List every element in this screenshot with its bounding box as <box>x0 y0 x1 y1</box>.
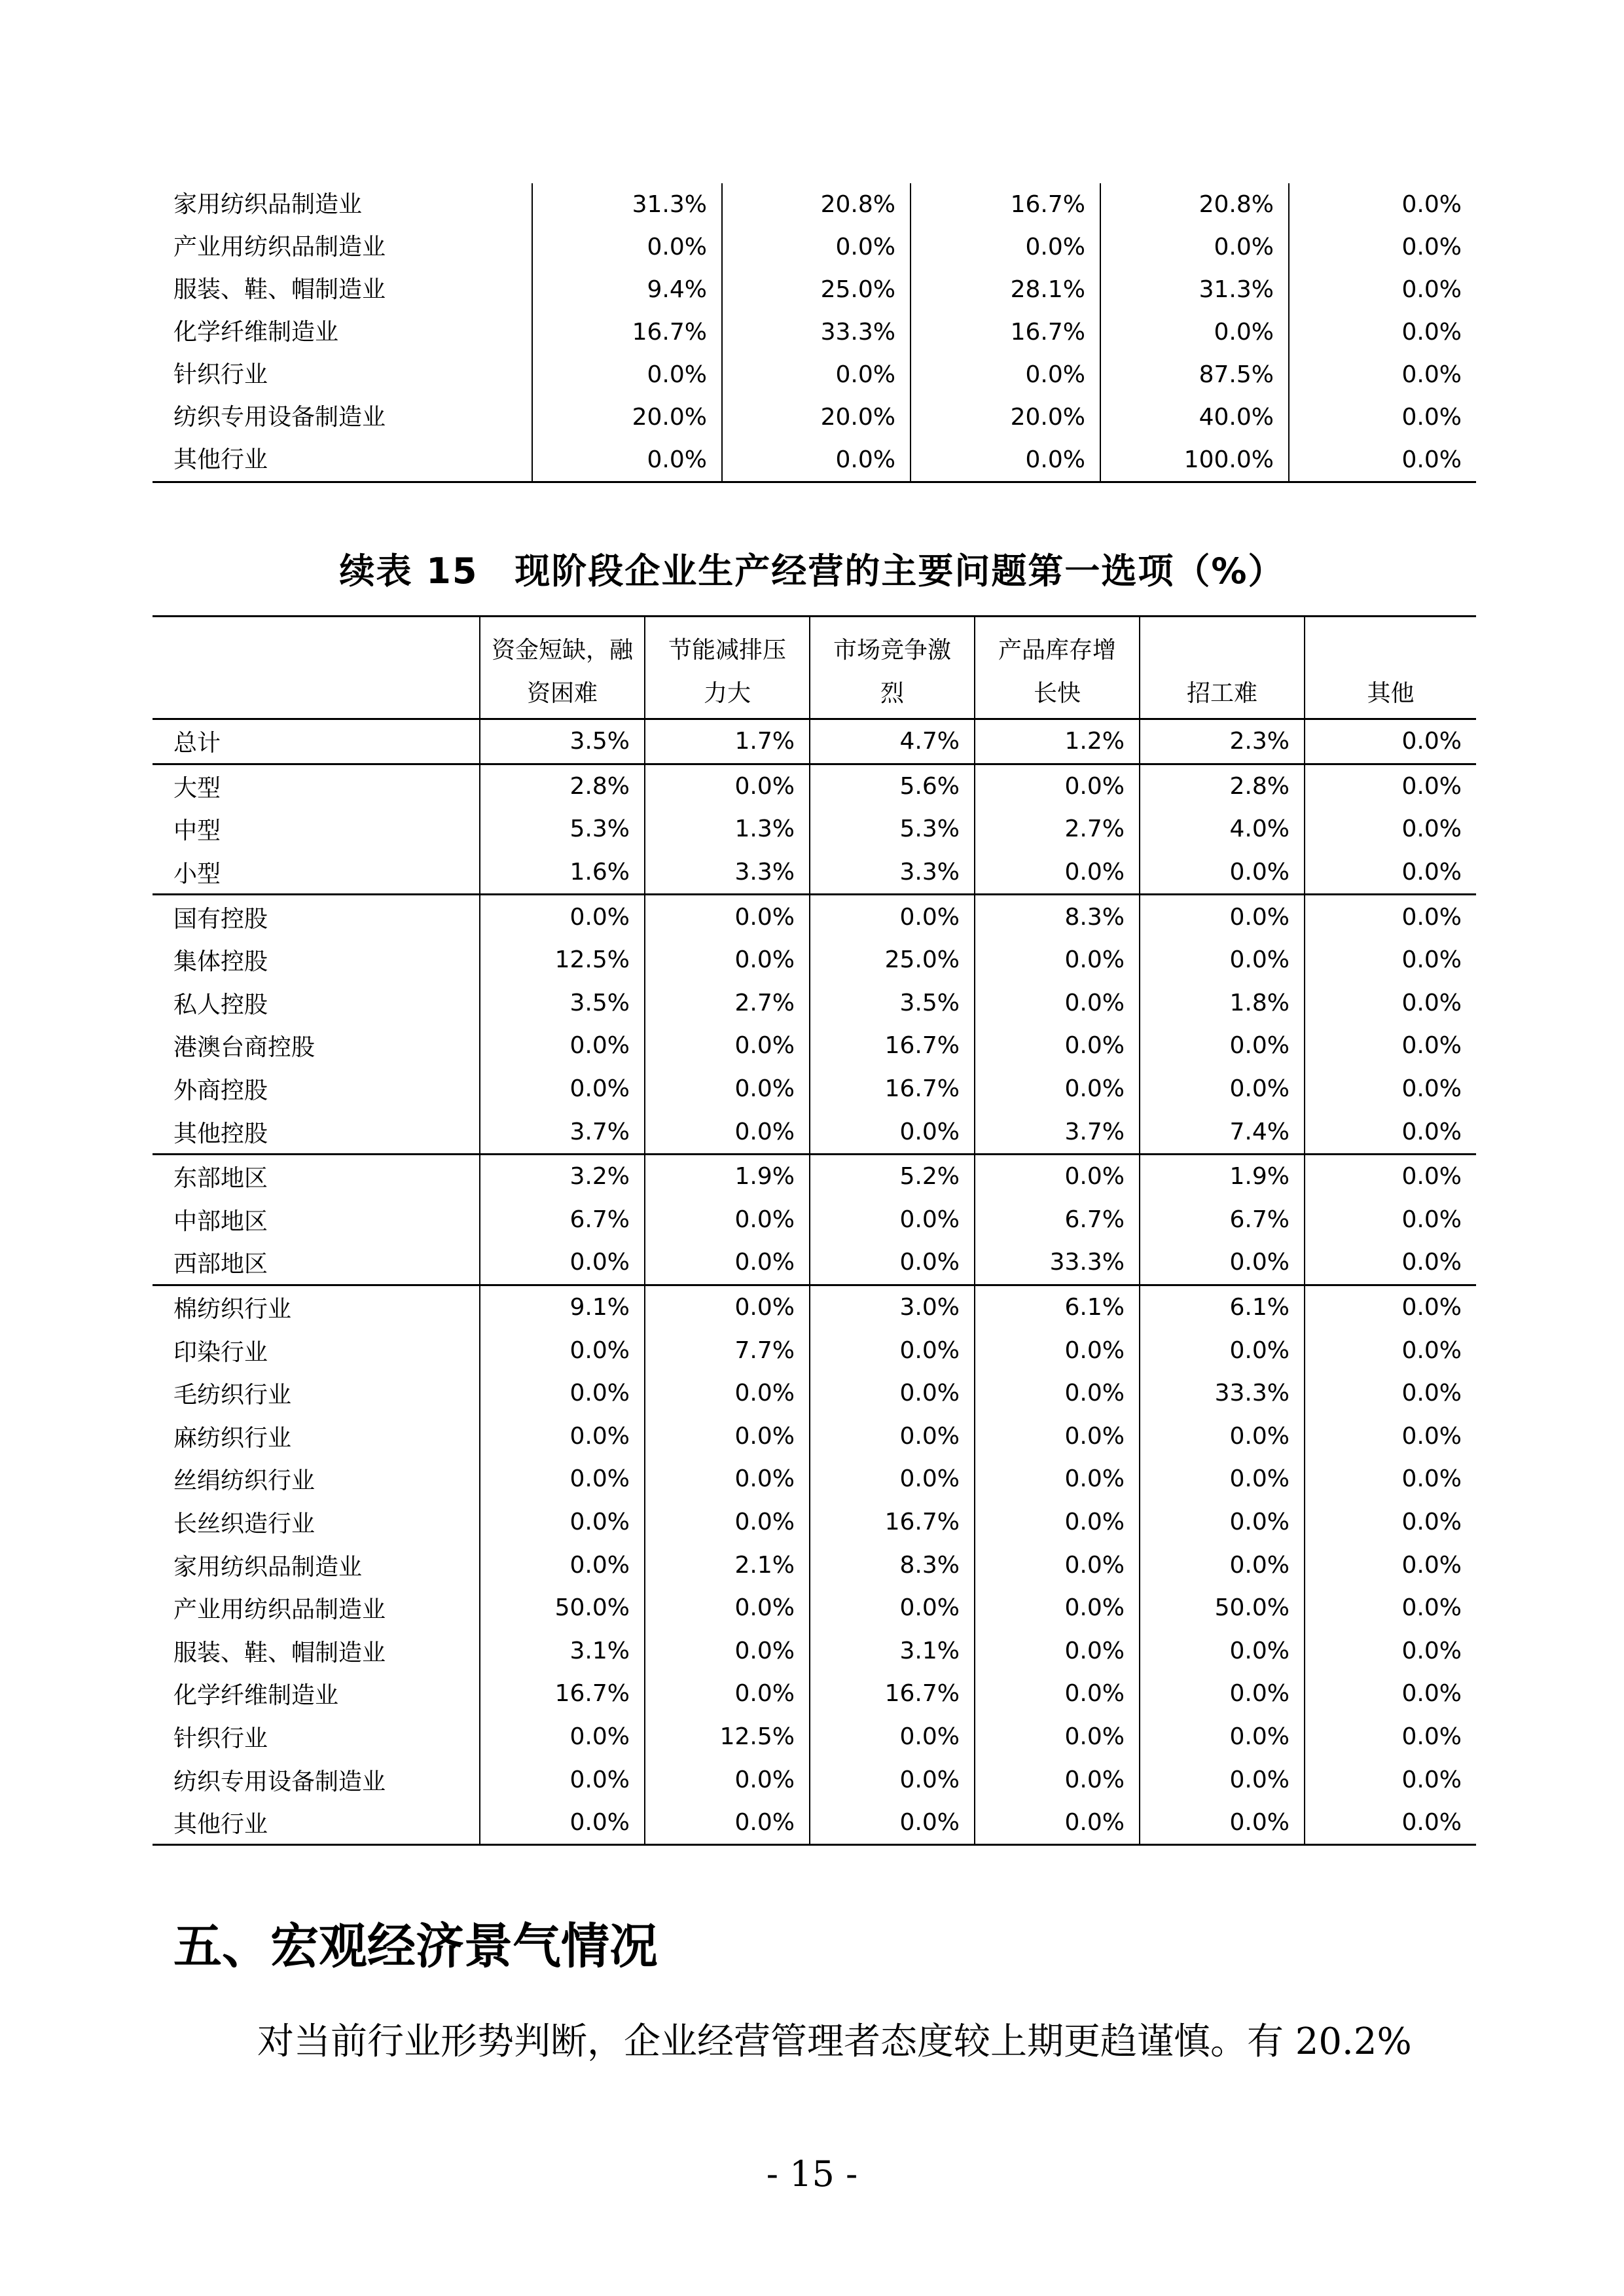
row-label: 麻纺织行业 <box>173 1424 292 1452</box>
cell-value: 0.0% <box>645 1801 810 1845</box>
cell-value: 0.0% <box>810 1458 975 1501</box>
cell-value: 50.0% <box>480 1587 645 1630</box>
cell-value: 0.0% <box>645 1415 810 1458</box>
cell-value: 16.7% <box>810 1024 975 1067</box>
cell-value: 3.1% <box>810 1629 975 1672</box>
cell-value: 0.0% <box>480 1024 645 1067</box>
column-header-emission <box>645 617 810 719</box>
cell-value: 3.1% <box>480 1629 645 1672</box>
row-label: 服装、鞋、帽制造业 <box>173 1639 386 1666</box>
cell-value: 0.0% <box>645 1024 810 1067</box>
table-row <box>153 226 1476 268</box>
row-label: 港澳台商控股 <box>173 1034 316 1062</box>
cell-value: 2.7% <box>975 808 1140 851</box>
cell-value: 87.5% <box>1100 353 1289 396</box>
cell-value: 0.0% <box>975 764 1140 808</box>
cell-value: 0.0% <box>975 1629 1140 1672</box>
cell-value: 6.7% <box>480 1198 645 1242</box>
cell-value: 0.0% <box>1305 1415 1476 1458</box>
page-number: - 15 - <box>766 2153 858 2195</box>
row-label: 针织行业 <box>173 1725 268 1752</box>
row-label: 其他行业 <box>153 439 532 482</box>
table-row <box>153 1024 1476 1067</box>
cell-value: 0.0% <box>1100 226 1289 268</box>
row-label: 针织行业 <box>173 361 268 388</box>
cell-value: 0.0% <box>480 895 645 939</box>
table-row <box>153 1629 1476 1672</box>
cell-value: 0.0% <box>645 1458 810 1501</box>
table-row <box>153 396 1476 439</box>
cell-value: 0.0% <box>975 851 1140 895</box>
cell-value: 0.0% <box>975 1329 1140 1372</box>
cell-value: 0.0% <box>975 1415 1140 1458</box>
cell-value: 0.0% <box>1305 808 1476 851</box>
cell-value: 0.0% <box>1305 1241 1476 1285</box>
table-row <box>153 1587 1476 1630</box>
table-header-row <box>153 617 1476 719</box>
cell-value: 0.0% <box>1305 1672 1476 1715</box>
cell-value: 0.0% <box>975 1372 1140 1415</box>
cell-value: 0.0% <box>810 1587 975 1630</box>
table-row <box>153 1758 1476 1801</box>
header-line: 资困难 <box>526 680 598 707</box>
cell-value: 3.5% <box>480 982 645 1025</box>
cell-value: 8.3% <box>975 895 1140 939</box>
row-label: 国有控股 <box>173 905 268 933</box>
cell-value: 0.0% <box>645 895 810 939</box>
cell-value: 100.0% <box>1100 439 1289 482</box>
cell-value: 0.0% <box>645 1198 810 1242</box>
cell-value: 0.0% <box>1140 1758 1305 1801</box>
table-row <box>153 851 1476 895</box>
cell-value: 0.0% <box>1140 1329 1305 1372</box>
cell-value: 0.0% <box>810 1241 975 1285</box>
cell-value: 1.6% <box>480 851 645 895</box>
cell-value: 0.0% <box>975 1543 1140 1587</box>
cell-value: 6.1% <box>975 1285 1140 1329</box>
cell-value: 0.0% <box>645 939 810 982</box>
table-row <box>153 1672 1476 1715</box>
row-label: 丝绢纺织行业 <box>173 1467 316 1495</box>
cell-value: 0.0% <box>480 1715 645 1759</box>
cell-value: 0.0% <box>810 895 975 939</box>
cell-value: 0.0% <box>1140 939 1305 982</box>
table-row <box>153 1543 1476 1587</box>
cell-value: 0.0% <box>480 1501 645 1544</box>
cell-value: 0.0% <box>480 1067 645 1111</box>
cell-value: 0.0% <box>480 1758 645 1801</box>
table-row <box>153 1801 1476 1845</box>
cell-value: 4.0% <box>1140 808 1305 851</box>
cell-value: 0.0% <box>1305 982 1476 1025</box>
row-label: 大型 <box>173 774 221 802</box>
cell-value: 0.0% <box>1305 764 1476 808</box>
cell-value: 1.2% <box>975 719 1140 764</box>
cell-value: 0.0% <box>1305 1543 1476 1587</box>
cell-value: 0.0% <box>1140 1801 1305 1845</box>
cell-value: 5.3% <box>810 808 975 851</box>
column-header-inventory <box>975 617 1140 719</box>
row-label: 西部地区 <box>153 1241 480 1285</box>
cell-value: 9.1% <box>480 1285 645 1329</box>
header-stub <box>153 617 480 719</box>
table-row <box>153 1372 1476 1415</box>
cell-value: 16.7% <box>810 1067 975 1111</box>
cell-value: 20.0% <box>911 396 1100 439</box>
cell-value: 1.9% <box>1140 1154 1305 1198</box>
cell-value: 40.0% <box>1100 396 1289 439</box>
header-line: 烈 <box>880 680 904 707</box>
cell-value: 0.0% <box>975 939 1140 982</box>
cell-value: 25.0% <box>810 939 975 982</box>
cell-value: 0.0% <box>1305 1501 1476 1544</box>
cell-value: 20.0% <box>722 396 911 439</box>
cell-value: 0.0% <box>810 1715 975 1759</box>
row-label: 中部地区 <box>173 1208 268 1235</box>
cell-value: 0.0% <box>480 1543 645 1587</box>
table-row <box>153 1285 1476 1329</box>
column-header-funding <box>480 617 645 719</box>
cell-value: 16.7% <box>810 1672 975 1715</box>
cell-value: 0.0% <box>911 226 1100 268</box>
row-label: 私人控股 <box>173 991 268 1018</box>
cell-value: 0.0% <box>645 1241 810 1285</box>
row-label: 印染行业 <box>173 1338 268 1366</box>
cell-value: 16.7% <box>911 183 1100 226</box>
cell-value: 0.0% <box>1140 1501 1305 1544</box>
row-label: 东部地区 <box>173 1165 268 1193</box>
cell-value: 0.0% <box>1289 396 1476 439</box>
cell-value: 2.3% <box>1140 719 1305 764</box>
cell-value: 0.0% <box>810 1415 975 1458</box>
cell-value: 3.5% <box>480 719 645 764</box>
section-heading: 五、宏观经济景气情况 <box>173 1918 658 1975</box>
row-label: 纺织专用设备制造业 <box>173 1768 386 1795</box>
cell-value: 0.0% <box>1305 895 1476 939</box>
cell-value: 0.0% <box>1140 1715 1305 1759</box>
body-paragraph: 对当前行业形势判断，企业经营管理者态度较上期更趋谨慎。有 20.2% <box>257 2020 1412 2063</box>
cell-value: 0.0% <box>645 1067 810 1111</box>
table-15 <box>153 615 1476 1846</box>
table-row <box>153 982 1476 1025</box>
cell-value: 2.8% <box>480 764 645 808</box>
cell-value: 0.0% <box>1140 1241 1305 1285</box>
column-header-hiring <box>1140 617 1305 719</box>
cell-value: 3.7% <box>975 1110 1140 1154</box>
cell-value: 0.0% <box>480 1372 645 1415</box>
cell-value: 0.0% <box>1305 1110 1476 1154</box>
row-label: 产业用纺织品制造业 <box>173 1596 386 1624</box>
cell-value: 5.2% <box>810 1154 975 1198</box>
table-row <box>153 895 1476 939</box>
cell-value: 0.0% <box>1289 353 1476 396</box>
cell-value: 16.7% <box>532 311 722 353</box>
cell-value: 50.0% <box>1140 1587 1305 1630</box>
cell-value: 0.0% <box>810 1758 975 1801</box>
column-header-competition <box>810 617 975 719</box>
cell-value: 0.0% <box>1100 311 1289 353</box>
table-row <box>153 939 1476 982</box>
column-header-other <box>1305 617 1476 719</box>
cell-value: 16.7% <box>480 1672 645 1715</box>
header-line: 招工难 <box>1186 680 1257 707</box>
row-label: 产业用纺织品制造业 <box>173 234 386 260</box>
table-row <box>153 1241 1476 1285</box>
cell-value: 3.5% <box>810 982 975 1025</box>
cell-value: 0.0% <box>645 1501 810 1544</box>
cell-value: 8.3% <box>810 1543 975 1587</box>
cell-value: 6.7% <box>1140 1198 1305 1242</box>
cell-value: 16.7% <box>810 1501 975 1544</box>
cell-value: 0.0% <box>480 1458 645 1501</box>
table-row <box>153 719 1476 764</box>
cell-value: 0.0% <box>1140 1024 1305 1067</box>
header-line: 市场竞争激 <box>833 637 951 664</box>
cell-value: 0.0% <box>975 1024 1140 1067</box>
cell-value: 0.0% <box>480 1241 645 1285</box>
cell-value: 0.0% <box>532 353 722 396</box>
cell-value: 0.0% <box>480 1329 645 1372</box>
cell-value: 7.7% <box>645 1329 810 1372</box>
cell-value: 0.0% <box>810 1801 975 1845</box>
cell-value: 9.4% <box>532 268 722 311</box>
cell-value: 0.0% <box>1305 1372 1476 1415</box>
cell-value: 0.0% <box>1305 851 1476 895</box>
cell-value: 20.0% <box>532 396 722 439</box>
cell-value: 0.0% <box>975 982 1140 1025</box>
cell-value: 1.3% <box>645 808 810 851</box>
cell-value: 0.0% <box>1289 268 1476 311</box>
cell-value: 0.0% <box>1305 1715 1476 1759</box>
table-row <box>153 1458 1476 1501</box>
cell-value: 0.0% <box>810 1372 975 1415</box>
cell-value: 0.0% <box>1140 895 1305 939</box>
cell-value: 31.3% <box>1100 268 1289 311</box>
row-label: 化学纤维制造业 <box>173 319 339 346</box>
cell-value: 1.7% <box>645 719 810 764</box>
row-label: 其他行业 <box>173 1811 268 1839</box>
cell-value: 0.0% <box>810 1198 975 1242</box>
cell-value: 0.0% <box>1140 1672 1305 1715</box>
cell-value: 6.1% <box>1140 1285 1305 1329</box>
cell-value: 1.8% <box>1140 982 1305 1025</box>
cell-value: 28.1% <box>911 268 1100 311</box>
row-label: 外商控股 <box>173 1077 268 1105</box>
cell-value: 25.0% <box>722 268 911 311</box>
cell-value: 0.0% <box>975 1715 1140 1759</box>
cell-value: 3.2% <box>480 1154 645 1198</box>
table-row <box>153 1067 1476 1111</box>
cell-value: 0.0% <box>645 1672 810 1715</box>
cell-value: 2.8% <box>1140 764 1305 808</box>
cell-value: 0.0% <box>1289 311 1476 353</box>
cell-value: 3.3% <box>645 851 810 895</box>
cell-value: 0.0% <box>1305 719 1476 764</box>
cell-value: 0.0% <box>645 1758 810 1801</box>
cell-value: 0.0% <box>645 1629 810 1672</box>
cell-value: 20.8% <box>722 183 911 226</box>
cell-value: 33.3% <box>1140 1372 1305 1415</box>
previous-table-continuation <box>153 183 1476 483</box>
table-row <box>153 1154 1476 1198</box>
table-row <box>153 311 1476 353</box>
cell-value: 0.0% <box>975 1154 1140 1198</box>
cell-value: 0.0% <box>722 226 911 268</box>
cell-value: 0.0% <box>1305 939 1476 982</box>
row-label: 化学纤维制造业 <box>173 1682 339 1710</box>
cell-value: 0.0% <box>911 353 1100 396</box>
table-row <box>153 353 1476 396</box>
cell-value: 33.3% <box>722 311 911 353</box>
cell-value: 0.0% <box>645 1587 810 1630</box>
cell-value: 0.0% <box>1140 1415 1305 1458</box>
row-label: 总计 <box>153 719 480 764</box>
cell-value: 0.0% <box>645 1110 810 1154</box>
cell-value: 0.0% <box>1305 1067 1476 1111</box>
cell-value: 0.0% <box>480 1801 645 1845</box>
cell-value: 0.0% <box>975 1672 1140 1715</box>
cell-value: 33.3% <box>975 1241 1140 1285</box>
header-line: 资金短缺，融 <box>491 637 633 664</box>
cell-value: 6.7% <box>975 1198 1140 1242</box>
cell-value: 16.7% <box>911 311 1100 353</box>
cell-value: 0.0% <box>1305 1758 1476 1801</box>
table-row <box>153 808 1476 851</box>
cell-value: 0.0% <box>1305 1629 1476 1672</box>
table-15-body <box>153 719 1476 1845</box>
row-label: 家用纺织品制造业 <box>173 1553 363 1581</box>
table-row <box>153 1198 1476 1242</box>
cell-value: 4.7% <box>810 719 975 764</box>
row-label: 小型 <box>153 851 480 895</box>
cell-value: 0.0% <box>1305 1458 1476 1501</box>
previous-table-body <box>153 183 1476 482</box>
header-line: 节能减排压 <box>668 637 786 664</box>
row-label: 其他控股 <box>153 1110 480 1154</box>
cell-value: 0.0% <box>975 1801 1140 1845</box>
cell-value: 31.3% <box>532 183 722 226</box>
cell-value: 12.5% <box>480 939 645 982</box>
cell-value: 5.3% <box>480 808 645 851</box>
cell-value: 3.3% <box>810 851 975 895</box>
cell-value: 0.0% <box>975 1067 1140 1111</box>
cell-value: 7.4% <box>1140 1110 1305 1154</box>
cell-value: 0.0% <box>1289 439 1476 482</box>
cell-value: 0.0% <box>1140 1067 1305 1111</box>
cell-value: 0.0% <box>1140 1629 1305 1672</box>
cell-value: 3.7% <box>480 1110 645 1154</box>
cell-value: 0.0% <box>975 1758 1140 1801</box>
cell-value: 0.0% <box>532 226 722 268</box>
cell-value: 0.0% <box>1305 1285 1476 1329</box>
table-row <box>153 439 1476 482</box>
cell-value: 0.0% <box>810 1110 975 1154</box>
cell-value: 0.0% <box>1289 183 1476 226</box>
row-label: 集体控股 <box>173 948 268 976</box>
table-row <box>153 1329 1476 1372</box>
row-label: 棉纺织行业 <box>173 1296 292 1323</box>
header-line: 力大 <box>703 680 751 707</box>
cell-value: 0.0% <box>975 1458 1140 1501</box>
cell-value: 0.0% <box>1140 1458 1305 1501</box>
row-label: 服装、鞋、帽制造业 <box>173 276 386 303</box>
row-label: 中型 <box>173 817 221 845</box>
cell-value: 0.0% <box>645 1285 810 1329</box>
cell-value: 0.0% <box>975 1501 1140 1544</box>
table-row <box>153 1715 1476 1759</box>
table-row <box>153 1415 1476 1458</box>
row-label: 纺织专用设备制造业 <box>173 404 386 431</box>
table-row <box>153 764 1476 808</box>
cell-value: 0.0% <box>810 1329 975 1372</box>
table-caption: 续表 15 现阶段企业生产经营的主要问题第一选项（%） <box>339 550 1285 592</box>
cell-value: 0.0% <box>645 1372 810 1415</box>
header-line: 长快 <box>1033 680 1081 707</box>
cell-value: 5.6% <box>810 764 975 808</box>
cell-value: 0.0% <box>1305 1587 1476 1630</box>
cell-value: 1.9% <box>645 1154 810 1198</box>
cell-value: 0.0% <box>911 439 1100 482</box>
cell-value: 0.0% <box>1305 1801 1476 1845</box>
cell-value: 20.8% <box>1100 183 1289 226</box>
header-line: 其他 <box>1367 680 1415 707</box>
cell-value: 0.0% <box>1305 1198 1476 1242</box>
table-row <box>153 1110 1476 1154</box>
cell-value: 0.0% <box>722 353 911 396</box>
row-label: 毛纺织行业 <box>173 1382 292 1409</box>
table-row <box>153 1501 1476 1544</box>
cell-value: 0.0% <box>975 1587 1140 1630</box>
cell-value: 2.7% <box>645 982 810 1025</box>
cell-value: 0.0% <box>1305 1329 1476 1372</box>
table-row <box>153 268 1476 311</box>
cell-value: 2.1% <box>645 1543 810 1587</box>
cell-value: 0.0% <box>1140 851 1305 895</box>
table-row <box>153 183 1476 226</box>
cell-value: 0.0% <box>1140 1543 1305 1587</box>
cell-value: 0.0% <box>645 764 810 808</box>
cell-value: 0.0% <box>1305 1154 1476 1198</box>
row-label: 家用纺织品制造业 <box>173 191 363 218</box>
cell-value: 0.0% <box>1289 226 1476 268</box>
row-label: 长丝织造行业 <box>173 1510 316 1537</box>
cell-value: 0.0% <box>722 439 911 482</box>
cell-value: 0.0% <box>532 439 722 482</box>
cell-value: 0.0% <box>480 1415 645 1458</box>
cell-value: 0.0% <box>1305 1024 1476 1067</box>
cell-value: 3.0% <box>810 1285 975 1329</box>
cell-value: 12.5% <box>645 1715 810 1759</box>
header-line: 产品库存增 <box>998 637 1116 664</box>
